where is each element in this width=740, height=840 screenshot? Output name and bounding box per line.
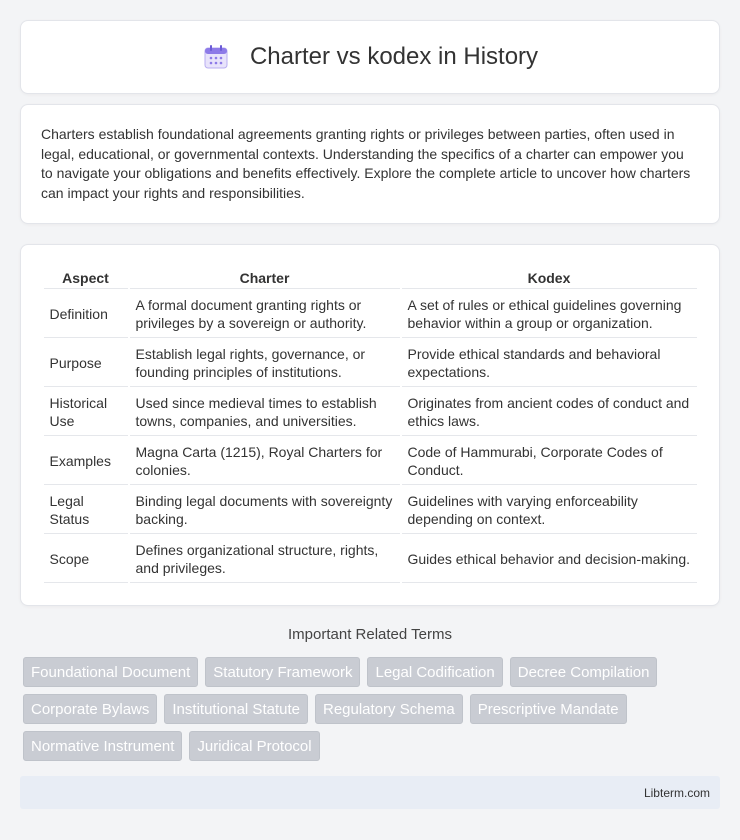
cell-kodex: Guides ethical behavior and decision-making. xyxy=(402,536,697,583)
comparison-table xyxy=(42,265,699,585)
related-terms-title: Important Related Terms xyxy=(288,626,452,643)
term-tag[interactable]: Decree Compilation xyxy=(510,657,658,687)
term-tag[interactable]: Institutional Statute xyxy=(164,694,308,724)
cell-kodex: Originates from ancient codes of conduct and ethics laws. xyxy=(402,389,697,436)
cell-charter: Establish legal rights, governance, or founding principles of institutions. xyxy=(130,340,400,387)
footer xyxy=(20,776,720,809)
term-tag[interactable]: Juridical Protocol xyxy=(189,731,319,761)
page-header xyxy=(20,20,720,94)
cell-kodex: Guidelines with varying enforceability depending on context. xyxy=(402,487,697,534)
cell-aspect: Scope xyxy=(44,536,128,583)
cell-aspect: Definition xyxy=(44,291,128,338)
footer-link[interactable]: Libterm.com xyxy=(643,785,710,800)
page-title: Charter vs kodex in History xyxy=(249,43,539,70)
cell-kodex: Provide ethical standards and behavioral expectations. xyxy=(402,340,697,387)
cell-charter: A formal document granting rights or privileges by a sovereign or authority. xyxy=(130,291,400,338)
cell-charter: Used since medieval times to establish towns, companies, and universities. xyxy=(130,389,400,436)
cell-aspect: Examples xyxy=(44,438,128,485)
term-tag[interactable]: Prescriptive Mandate xyxy=(470,694,627,724)
table-row xyxy=(44,536,697,583)
term-tag[interactable]: Corporate Bylaws xyxy=(23,694,157,724)
cell-aspect: Historical Use xyxy=(44,389,128,436)
cell-kodex: Code of Hammurabi, Corporate Codes of Conduct. xyxy=(402,438,697,485)
calendar-icon xyxy=(202,43,230,71)
cell-charter: Binding legal documents with sovereignty backing. xyxy=(130,487,400,534)
table-row xyxy=(44,389,697,436)
cell-kodex: A set of rules or ethical guidelines governing behavior within a group or organization. xyxy=(402,291,697,338)
term-tag[interactable]: Statutory Framework xyxy=(205,657,360,687)
table-row xyxy=(44,291,697,338)
header-kodex: Kodex xyxy=(402,267,697,289)
term-tag[interactable]: Regulatory Schema xyxy=(315,694,463,724)
intro-text: Charters establish foundational agreements granting rights or privileges between parties, often used in legal, educational, or governmental contexts. Understanding the specifics of a charter can empower you to navigate your obligations and benefits effectively. Explore the complete article to uncover how charters can impact your rights and responsibilities. xyxy=(41,126,691,201)
header-charter: Charter xyxy=(130,267,400,289)
cell-charter: Defines organizational structure, rights, and privileges. xyxy=(130,536,400,583)
header-aspect: Aspect xyxy=(44,267,128,289)
intro-card xyxy=(20,104,720,224)
term-tag[interactable]: Normative Instrument xyxy=(23,731,182,761)
comparison-card xyxy=(20,244,720,606)
term-tag[interactable]: Foundational Document xyxy=(23,657,198,687)
table-row xyxy=(44,340,697,387)
cell-charter: Magna Carta (1215), Royal Charters for colonies. xyxy=(130,438,400,485)
related-terms-list xyxy=(23,657,723,761)
table-row xyxy=(44,438,697,485)
table-row xyxy=(44,487,697,534)
cell-aspect: Legal Status xyxy=(44,487,128,534)
term-tag[interactable]: Legal Codification xyxy=(367,657,502,687)
cell-aspect: Purpose xyxy=(44,340,128,387)
table-header-row xyxy=(44,267,697,289)
